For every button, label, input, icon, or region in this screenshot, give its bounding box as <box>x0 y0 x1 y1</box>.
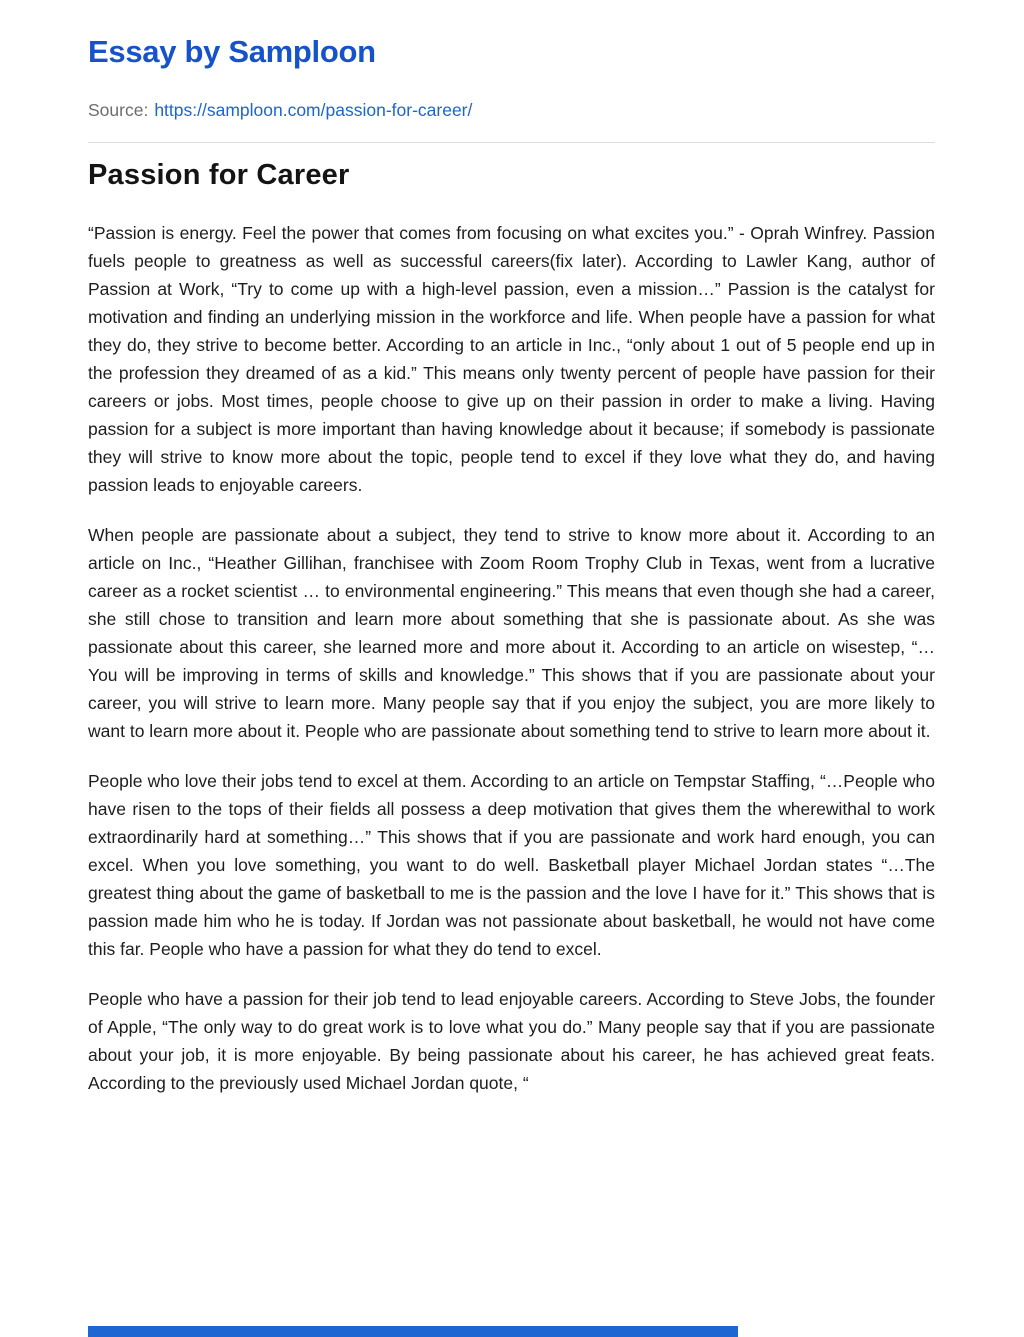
essay-paragraph-2: When people are passionate about a subject, they tend to strive to know more about it. According to an article on Inc., “Heather Gillihan, franchisee with Zoom Room Trophy Club in Texas, went from a lucrative career as a rocket scientist … to environmental engineering.” This means that even though she had a career, she still chose to transition and learn more about something that she is passionate about. As she was passionate about this career, she learned more and more about it. According to an article on wisestep, “… You will be improving in terms of skills and knowledge.” This shows that if you are passionate about your career, you will strive to learn more. Many people say that if you enjoy the subject, you are more likely to want to learn more about it. People who are passionate about something tend to strive to learn more about it. <box>88 525 935 741</box>
clipped-quote-highlight-bar <box>88 1326 738 1337</box>
essay-paragraph-1: “Passion is energy. Feel the power that comes from focusing on what excites you.” - Oprah Winfrey. Passion fuels people to greatness as well as successful careers(fix later). According to Lawler Kang, author of Passion at Work, “Try to come up with a high-level passion, even a mission…” Passion is the catalyst for motivation and finding an underlying mission in the workforce and life. When people have a passion for what they do, they strive to become better. According to an article in Inc., “only about 1 out of 5 people end up in the profession they dreamed of as a kid.” This means only twenty percent of people have passion for their careers or jobs. Most times, people choose to give up on their passion in order to make a living. Having passion for a subject is more important than having knowledge about it because; if somebody is passionate they will strive to know more about the topic, people tend to excel if they love what they do, and having passion leads to enjoyable careers. <box>88 223 935 495</box>
site-title: Essay by Samploon <box>88 34 376 69</box>
source-label: Source: <box>88 100 149 120</box>
page-title: Passion for Career <box>88 159 350 191</box>
divider <box>88 142 935 143</box>
source-link[interactable]: https://samploon.com/passion-for-career/ <box>154 100 473 120</box>
essay-paragraph-3: People who love their jobs tend to excel at them. According to an article on Tempstar Staffing, “…People who have risen to the tops of their fields all possess a deep motivation that gives them the wherewithal to work extraordinarily hard at something…” This shows that if you are passionate and work hard enough, you can excel. When you love something, you want to do well. Basketball player Michael Jordan states “…The greatest thing about the game of basketball to me is the passion and the love I have for it.” This shows that is passion made him who he is today. If Jordan was not passionate about basketball, he would not have come this far. People who have a passion for what they do tend to excel. <box>88 771 935 959</box>
essay-body <box>88 219 935 1097</box>
source-line <box>88 98 935 122</box>
essay-paragraph-4: People who have a passion for their job tend to lead enjoyable careers. According to Steve Jobs, the founder of Apple, “The only way to do great work is to love what you do.” Many people say that if you are passionate about your job, it is more enjoyable. By being passionate about his career, he has achieved great feats. According to the previously used Michael Jordan quote, “ <box>88 989 935 1093</box>
